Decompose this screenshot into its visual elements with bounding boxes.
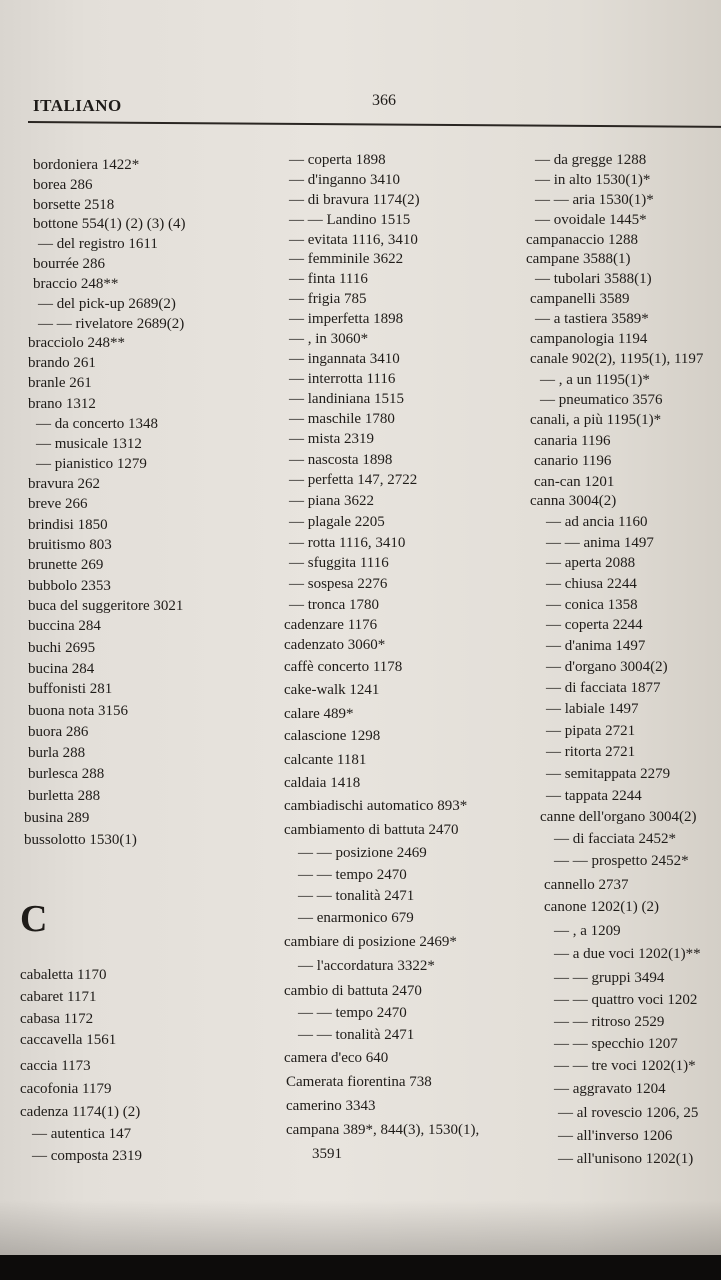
section-letter: C bbox=[20, 898, 48, 940]
index-entry: — ritorta 2721 bbox=[546, 744, 636, 760]
index-entry: — pianistico 1279 bbox=[36, 456, 147, 472]
index-entry: — autentica 147 bbox=[32, 1126, 132, 1142]
index-entry: calare 489* bbox=[284, 706, 354, 722]
index-entry: borsette 2518 bbox=[33, 197, 115, 213]
index-entry: — d'organo 3004(2) bbox=[546, 659, 668, 675]
index-entry: calcante 1181 bbox=[284, 752, 367, 768]
index-entry: canali, a più 1195(1)* bbox=[530, 412, 662, 428]
index-entry: burletta 288 bbox=[28, 788, 101, 804]
index-entry: — del registro 1611 bbox=[38, 236, 158, 252]
index-entry: — rotta 1116, 3410 bbox=[289, 535, 406, 551]
index-entry: branle 261 bbox=[28, 375, 92, 391]
index-entry: cadenzare 1176 bbox=[284, 617, 378, 633]
index-entry: brindisi 1850 bbox=[28, 517, 108, 533]
index-entry: buccina 284 bbox=[28, 618, 101, 634]
index-entry: canne dell'organo 3004(2) bbox=[540, 809, 697, 825]
index-entry: caldaia 1418 bbox=[284, 775, 361, 791]
index-entry: bourrée 286 bbox=[33, 256, 106, 272]
index-entry: brando 261 bbox=[28, 355, 96, 371]
index-entry: — composta 2319 bbox=[32, 1148, 142, 1164]
index-entry: — — rivelatore 2689(2) bbox=[38, 316, 185, 332]
index-entry: — del pick-up 2689(2) bbox=[38, 296, 176, 312]
index-entry: — — prospetto 2452* bbox=[554, 853, 689, 869]
index-entry: — , a 1209 bbox=[554, 923, 621, 939]
index-entry: — pneumatico 3576 bbox=[540, 392, 663, 408]
index-entry: canone 1202(1) (2) bbox=[544, 899, 659, 915]
index-entry: — finta 1116 bbox=[289, 271, 368, 287]
index-entry: — da gregge 1288 bbox=[535, 152, 647, 168]
index-entry: canna 3004(2) bbox=[530, 493, 617, 509]
index-entry: — all'unisono 1202(1) bbox=[558, 1151, 694, 1167]
index-entry: cadenza 1174(1) (2) bbox=[20, 1104, 141, 1120]
index-entry: caccia 1173 bbox=[20, 1058, 91, 1074]
index-entry: — landiniana 1515 bbox=[289, 391, 404, 407]
index-entry: — — Landino 1515 bbox=[289, 212, 411, 228]
index-entry: — frigia 785 bbox=[289, 291, 367, 307]
index-entry: burla 288 bbox=[28, 745, 86, 761]
index-entry: — maschile 1780 bbox=[289, 411, 395, 427]
index-entry: — ingannata 3410 bbox=[289, 351, 400, 367]
index-entry: — , a un 1195(1)* bbox=[540, 372, 650, 388]
index-entry: cabasa 1172 bbox=[20, 1011, 94, 1027]
index-entry: cabaletta 1170 bbox=[20, 967, 107, 983]
index-entry: — — posizione 2469 bbox=[298, 845, 427, 861]
index-entry: — conica 1358 bbox=[546, 597, 638, 613]
index-entry: — interrotta 1116 bbox=[289, 371, 396, 387]
index-entry: — a tastiera 3589* bbox=[535, 311, 649, 327]
index-entry: brano 1312 bbox=[28, 396, 96, 412]
index-entry: campane 3588(1) bbox=[526, 251, 631, 267]
index-entry: burlesca 288 bbox=[28, 766, 105, 782]
index-entry: campanaccio 1288 bbox=[526, 232, 639, 248]
index-entry: — in alto 1530(1)* bbox=[535, 172, 651, 188]
index-entry: — — tempo 2470 bbox=[298, 867, 407, 883]
index-entry: calascione 1298 bbox=[284, 728, 381, 744]
index-entry: — — quattro voci 1202 bbox=[554, 992, 698, 1008]
index-entry: buca del suggeritore 3021 bbox=[28, 598, 184, 614]
index-entry: — l'accordatura 3322* bbox=[298, 958, 435, 974]
index-entry: — aperta 2088 bbox=[546, 555, 636, 571]
index-entry: — al rovescio 1206, 25 bbox=[558, 1105, 699, 1121]
index-entry: — , in 3060* bbox=[289, 331, 369, 347]
header-rule bbox=[28, 121, 721, 128]
index-entry: — sospesa 2276 bbox=[289, 576, 388, 592]
index-entry: cambiamento di battuta 2470 bbox=[284, 822, 459, 838]
index-entry: braccio 248** bbox=[33, 276, 119, 292]
index-entry: — — tonalità 2471 bbox=[298, 888, 415, 904]
index-entry: — sfuggita 1116 bbox=[289, 555, 389, 571]
index-entry: — piana 3622 bbox=[289, 493, 374, 509]
index-entry: bucina 284 bbox=[28, 661, 95, 677]
index-entry: — — anima 1497 bbox=[546, 535, 654, 551]
index-entry: — — gruppi 3494 bbox=[554, 970, 665, 986]
index-entry: — chiusa 2244 bbox=[546, 576, 637, 592]
index-entry: buchi 2695 bbox=[28, 640, 96, 656]
index-entry: — d'inganno 3410 bbox=[289, 172, 401, 188]
index-entry: cannello 2737 bbox=[544, 877, 629, 893]
index-entry: — plagale 2205 bbox=[289, 514, 385, 530]
index-entry: bussolotto 1530(1) bbox=[24, 832, 137, 848]
index-entry: — nascosta 1898 bbox=[289, 452, 393, 468]
index-entry: canaria 1196 bbox=[534, 433, 611, 449]
index-entry: buona nota 3156 bbox=[28, 703, 128, 719]
index-entry: — mista 2319 bbox=[289, 431, 374, 447]
index-entry: cadenzato 3060* bbox=[284, 637, 386, 653]
index-entry: — — ritroso 2529 bbox=[554, 1014, 665, 1030]
index-entry: — ovoidale 1445* bbox=[535, 212, 647, 228]
index-entry: brunette 269 bbox=[28, 557, 104, 573]
index-entry: cabaret 1171 bbox=[20, 989, 97, 1005]
index-entry: — a due voci 1202(1)** bbox=[554, 946, 701, 962]
index-entry: bottone 554(1) (2) (3) (4) bbox=[33, 216, 186, 232]
index-entry: — — tre voci 1202(1)* bbox=[554, 1058, 696, 1074]
index-entry: — coperta 2244 bbox=[546, 617, 643, 633]
index-entry: — — aria 1530(1)* bbox=[535, 192, 654, 208]
index-entry: — di facciata 1877 bbox=[546, 680, 661, 696]
index-entry: 3591 bbox=[312, 1146, 342, 1162]
index-entry: — evitata 1116, 3410 bbox=[289, 232, 418, 248]
index-entry: — coperta 1898 bbox=[289, 152, 386, 168]
index-entry: campanelli 3589 bbox=[530, 291, 630, 307]
index-entry: — imperfetta 1898 bbox=[289, 311, 404, 327]
index-entry: bruitismo 803 bbox=[28, 537, 112, 553]
index-entry: camera d'eco 640 bbox=[284, 1050, 389, 1066]
index-entry: campanologia 1194 bbox=[530, 331, 648, 347]
index-entry: — — specchio 1207 bbox=[554, 1036, 678, 1052]
index-entry: cambiare di posizione 2469* bbox=[284, 934, 457, 950]
index-entry: — aggravato 1204 bbox=[554, 1081, 666, 1097]
index-entry: — femminile 3622 bbox=[289, 251, 404, 267]
index-entry: — di facciata 2452* bbox=[554, 831, 677, 847]
page-shadow bbox=[0, 1200, 721, 1255]
index-entry: — semitappata 2279 bbox=[546, 766, 671, 782]
index-entry: Camerata fiorentina 738 bbox=[286, 1074, 432, 1090]
index-entry: bravura 262 bbox=[28, 476, 101, 492]
index-entry: canale 902(2), 1195(1), 1197 bbox=[530, 351, 704, 367]
index-entry: borea 286 bbox=[33, 177, 93, 193]
index-entry: cake-walk 1241 bbox=[284, 682, 380, 698]
index-entry: — ad ancia 1160 bbox=[546, 514, 648, 530]
index-entry: — da concerto 1348 bbox=[36, 416, 159, 432]
index-entry: cacofonia 1179 bbox=[20, 1081, 112, 1097]
index-entry: buffonisti 281 bbox=[28, 681, 113, 697]
index-entry: — pipata 2721 bbox=[546, 723, 636, 739]
index-entry: — labiale 1497 bbox=[546, 701, 639, 717]
index-entry: — di bravura 1174(2) bbox=[289, 192, 420, 208]
index-entry: caccavella 1561 bbox=[20, 1032, 117, 1048]
index-entry: — — tempo 2470 bbox=[298, 1005, 407, 1021]
page-number: 366 bbox=[372, 92, 396, 109]
index-entry: — tappata 2244 bbox=[546, 788, 642, 804]
index-entry: cambiadischi automatico 893* bbox=[284, 798, 468, 814]
index-entry: canario 1196 bbox=[534, 453, 612, 469]
index-entry: — enarmonico 679 bbox=[298, 910, 414, 926]
index-entry: — tronca 1780 bbox=[289, 597, 379, 613]
index-entry: bracciolo 248** bbox=[28, 335, 126, 351]
index-entry: — d'anima 1497 bbox=[546, 638, 646, 654]
index-entry: — perfetta 147, 2722 bbox=[289, 472, 418, 488]
index-entry: can-can 1201 bbox=[534, 474, 615, 490]
index-entry: — all'inverso 1206 bbox=[558, 1128, 673, 1144]
section-header: ITALIANO bbox=[33, 96, 122, 115]
index-entry: — tubolari 3588(1) bbox=[535, 271, 652, 287]
index-entry: cambio di battuta 2470 bbox=[284, 983, 422, 999]
index-entry: breve 266 bbox=[28, 496, 88, 512]
index-entry: bordoniera 1422* bbox=[33, 157, 140, 173]
index-entry: camerino 3343 bbox=[286, 1098, 376, 1114]
index-entry: — — tonalità 2471 bbox=[298, 1027, 415, 1043]
index-entry: busina 289 bbox=[24, 810, 90, 826]
index-entry: buora 286 bbox=[28, 724, 89, 740]
index-entry: bubbolo 2353 bbox=[28, 578, 111, 594]
index-entry: — musicale 1312 bbox=[36, 436, 142, 452]
index-entry: caffè concerto 1178 bbox=[284, 659, 403, 675]
index-entry: campana 389*, 844(3), 1530(1), bbox=[286, 1122, 480, 1138]
